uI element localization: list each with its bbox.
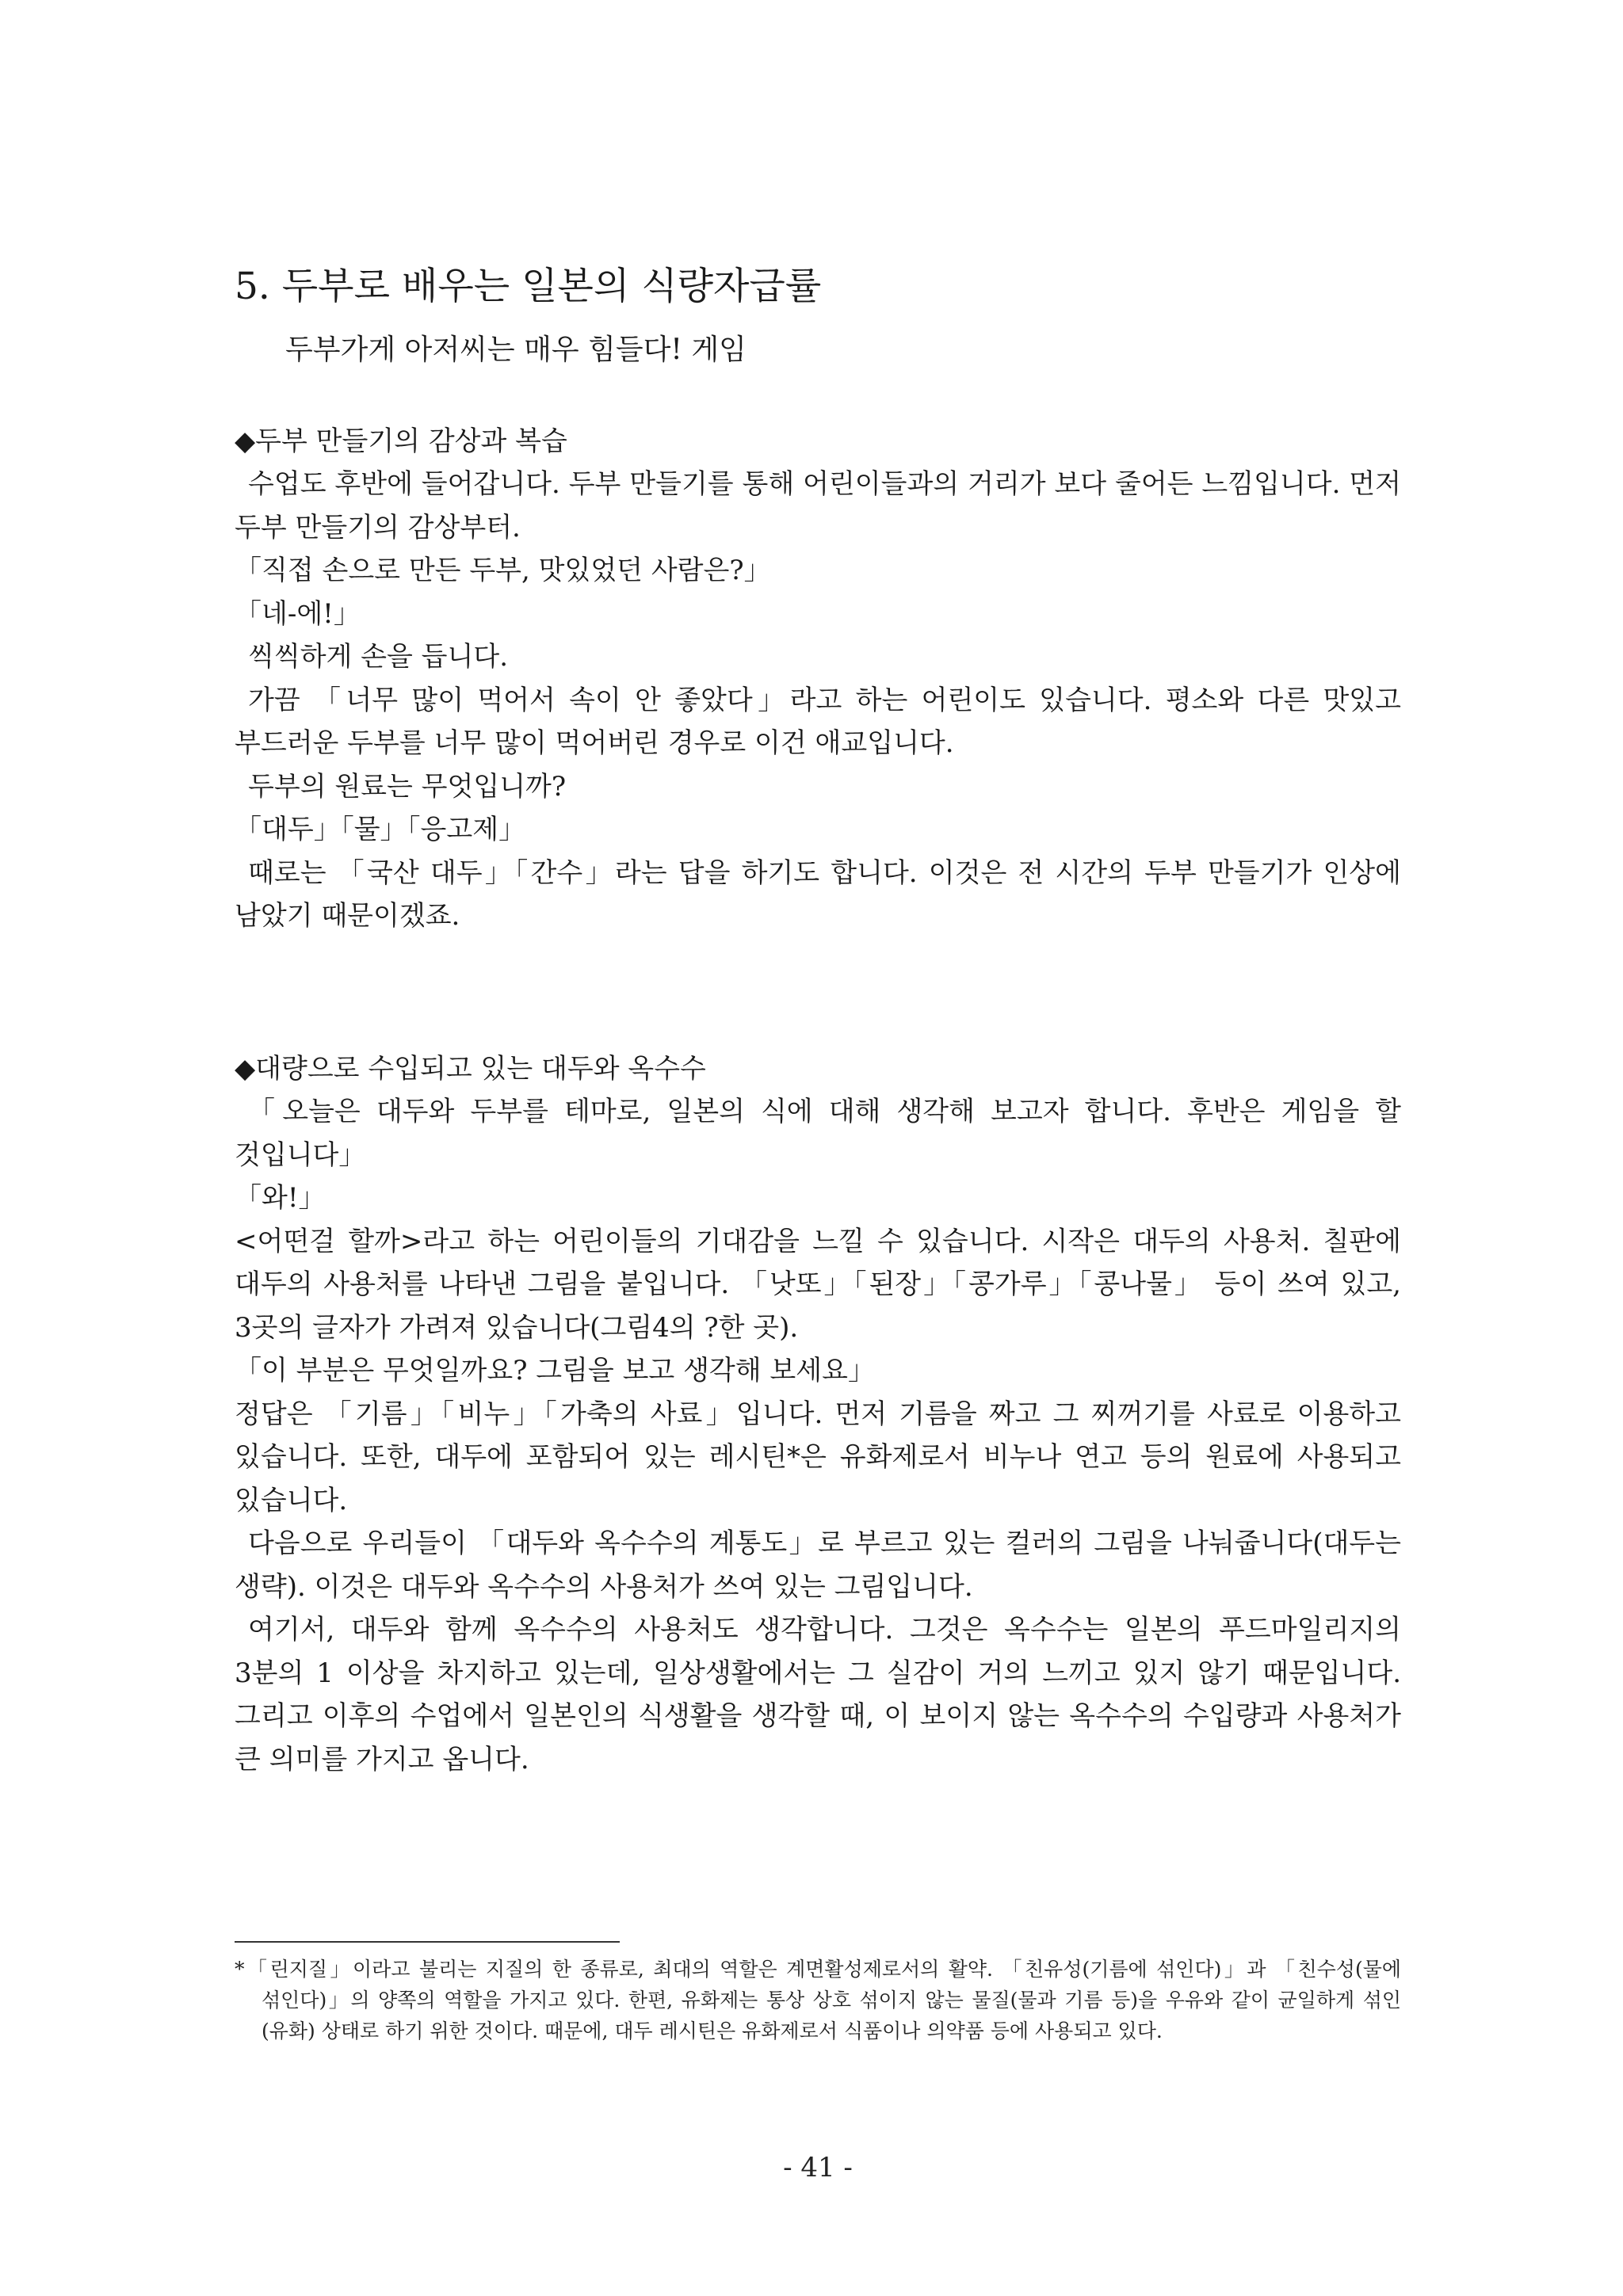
chapter-subtitle: 두부가게 아저씨는 매우 힘들다! 게임 xyxy=(285,334,747,366)
paragraph: <어떤걸 할까>라고 하는 어린이들의 기대감을 느낄 수 있습니다. 시작은 대두의 사용처. 칠판에 대두의 사용처를 나타낸 그림을 붙입니다. 「낫또」「된장」「콩가루」「콩나물」 등이 쓰여 있고, 3곳의 글자가 가려져 있습니다(그림4의 ?한 곳). xyxy=(235,1225,1401,1344)
paragraph: 정답은 「기름」「비누」「가축의 사료」입니다. 먼저 기름을 짜고 그 찌꺼기를 사료로 이용하고 있습니다. 또한, 대두에 포함되어 있는 레시틴*은 유화제로서 비누나 연고 등의 원료에 사용되고 있습니다. xyxy=(235,1398,1401,1516)
paragraph: 다음으로 우리들이 「대두와 옥수수의 계통도」로 부르고 있는 컬러의 그림을 나눠줍니다(대두는 생략). 이것은 대두와 옥수수의 사용처가 쓰여 있는 그림입니다. xyxy=(235,1527,1401,1603)
section-heading: ◆두부 만들기의 감상과 복습 xyxy=(235,425,567,457)
footnote: *「린지질」이라고 불리는 지질의 한 종류로, 최대의 역할은 계면활성제로서의 활약. 「친유성(기름에 섞인다)」과 「친수성(물에 섞인다)」의 양쪽의 역할을 가지고 있다. 한편, 유화제는 통상 상호 섞이지 않는 물질(물과 기름 등)을 우유와 같이 균일하게 섞인(유화) 상태로 하기 위한 것이다. 때문에, 대두 레시틴은 유화제로서 식품이나 의약품 등에 사용되고 있다. xyxy=(235,1958,1401,2042)
page-number: - 41 - xyxy=(783,2152,853,2183)
paragraph: 「와!」 xyxy=(235,1182,326,1214)
paragraph: 「직접 손으로 만든 두부, 맛있었던 사람은?」 xyxy=(235,555,771,586)
section-imports xyxy=(235,1047,1401,1781)
paragraph: 「이 부분은 무엇일까요? 그림을 보고 생각해 보세요」 xyxy=(235,1355,875,1386)
paragraph: 씩씩하게 손을 듭니다. xyxy=(248,641,509,673)
chapter-title: 5. 두부로 배우는 일본의 식량자급률 xyxy=(235,265,822,308)
section-tofu-review xyxy=(235,420,1401,938)
paragraph: 때로는 「국산 대두」「간수」라는 답을 하기도 합니다. 이것은 전 시간의 두부 만들기가 인상에 남았기 때문이겠죠. xyxy=(235,856,1401,932)
paragraph: 수업도 후반에 들어갑니다. 두부 만들기를 통해 어린이들과의 거리가 보다 줄어든 느낌입니다. 먼저 두부 만들기의 감상부터. xyxy=(235,468,1401,543)
paragraph: 여기서, 대두와 함께 옥수수의 사용처도 생각합니다. 그것은 옥수수는 일본의 푸드마일리지의 3분의 1 이상을 차지하고 있는데, 일상생활에서는 그 실감이 거의 느끼고 있지 않기 때문입니다. 그리고 이후의 수업에서 일본인의 식생활을 생각할 때, 이 보이지 않는 옥수수의 수입량과 사용처가 큰 의미를 가지고 옵니다. xyxy=(235,1614,1401,1775)
paragraph: 「네-에!」 xyxy=(235,597,361,630)
footnote-divider xyxy=(235,1941,620,1943)
paragraph: 「대두」「물」「응고제」 xyxy=(235,814,526,845)
paragraph: 두부의 원료는 무엇입니까? xyxy=(248,770,567,803)
paragraph: 가끔 「너무 많이 먹어서 속이 안 좋았다」라고 하는 어린이도 있습니다. 평소와 다른 맛있고 부드러운 두부를 너무 많이 먹어버린 경우로 이건 애교입니다. xyxy=(235,684,1401,759)
section-heading: ◆대량으로 수입되고 있는 대두와 옥수수 xyxy=(235,1053,706,1085)
paragraph: 「오늘은 대두와 두부를 테마로, 일본의 식에 대해 생각해 보고자 합니다. 후반은 게임을 할 것입니다」 xyxy=(235,1096,1401,1171)
